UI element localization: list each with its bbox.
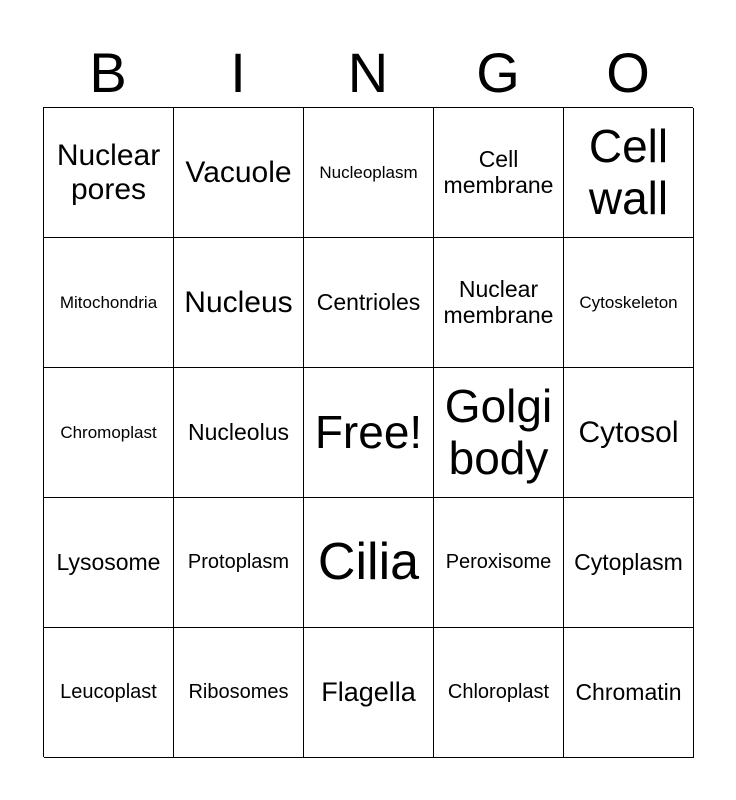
cell-label: Ribosomes [188,681,289,704]
free-space-label: Free! [314,405,423,458]
bingo-cell-r5-c4[interactable] [434,628,564,758]
cell-label: Cell wall [588,119,669,224]
bingo-cell-r4-c1[interactable] [44,498,174,628]
cell-label: Flagella [321,677,416,708]
cell-label: Lysosome [56,548,161,575]
bingo-cell-r3-c5[interactable] [564,368,694,498]
cell-label: Peroxisome [445,551,552,574]
bingo-header [43,40,693,106]
cell-label: Protoplasm [187,551,290,574]
bingo-cell-r1-c3[interactable] [304,108,434,238]
cell-label: Mitochondria [59,292,158,312]
header-letter-b: B [89,41,127,104]
bingo-cell-r1-c4[interactable] [434,108,564,238]
header-letter-o: O [606,41,650,104]
cell-label: Nuclear pores [56,138,161,206]
bingo-grid [43,107,693,757]
cell-label: Golgi body [444,379,553,484]
bingo-cell-r5-c1[interactable] [44,628,174,758]
cell-label: Chromoplast [60,422,157,442]
bingo-cell-r1-c1[interactable] [44,108,174,238]
bingo-cell-r3-c4[interactable] [434,368,564,498]
bingo-cell-r2-c3[interactable] [304,238,434,368]
header-letter-g: G [476,41,520,104]
header-letter-n: N [347,41,389,104]
cell-label: Cilia [317,533,420,592]
bingo-cell-r2-c1[interactable] [44,238,174,368]
bingo-cell-r1-c5[interactable] [564,108,694,238]
cell-label: Cell membrane [443,145,554,198]
bingo-cell-r3-c2[interactable] [174,368,304,498]
cell-label: Centrioles [316,288,421,315]
cell-label: Cytosol [578,415,679,449]
bingo-cell-r5-c5[interactable] [564,628,694,758]
bingo-cell-r3-c1[interactable] [44,368,174,498]
cell-label: Nucleoplasm [319,162,418,182]
bingo-cell-r4-c2[interactable] [174,498,304,628]
bingo-cell-r4-c4[interactable] [434,498,564,628]
bingo-cell-r5-c2[interactable] [174,628,304,758]
bingo-cell-r4-c3[interactable] [304,498,434,628]
cell-label: Chloroplast [447,681,550,704]
cell-label: Nucleolus [188,418,289,445]
bingo-cell-r1-c2[interactable] [174,108,304,238]
cell-label: Cytoplasm [574,548,683,575]
bingo-cell-r2-c5[interactable] [564,238,694,368]
bingo-cell-r2-c4[interactable] [434,238,564,368]
bingo-cell-r4-c5[interactable] [564,498,694,628]
cell-label: Chromatin [575,678,682,705]
cell-label: Cytoskeleton [579,292,678,312]
bingo-cell-r5-c3[interactable] [304,628,434,758]
bingo-cell-free[interactable] [304,368,434,498]
cell-label: Nucleus [184,285,293,319]
cell-label: Leucoplast [60,681,157,704]
bingo-cell-r2-c2[interactable] [174,238,304,368]
header-letter-i: I [230,41,246,104]
cell-label: Vacuole [185,155,292,189]
cell-label: Nuclear membrane [443,275,554,328]
